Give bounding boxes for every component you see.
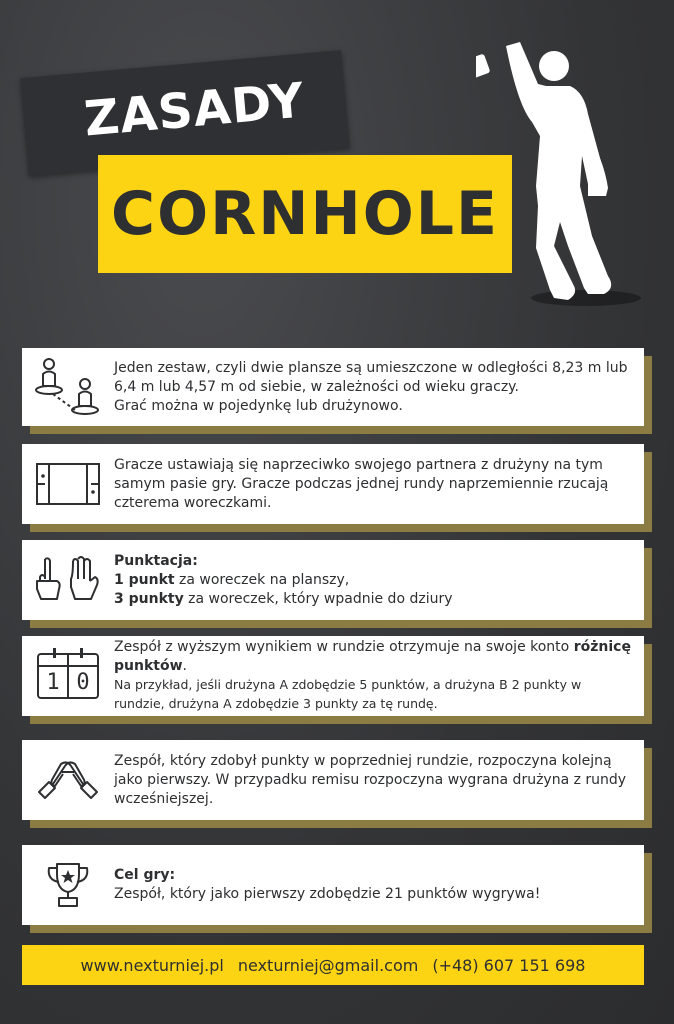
rule-5-text: Zespół, który zdobył punkty w poprzedniej rundzie, rozpoczyna kolejną jako pierwszy. W przypadku remisu rozpoczyna wygrana drużyna z rundy wcześniejszej.: [114, 752, 627, 807]
rule-card-score: [22, 636, 644, 716]
rule-3-point-1-value: 1 punkt: [114, 571, 175, 588]
rule-3-heading: Punktacja:: [114, 552, 198, 569]
rule-1-line-1: Jeden zestaw, czyli dwie plansze są umieszczone w odległości 8,23 m lub 6,4 m lub 4,57 m od siebie, w zależności od wieku graczy.: [114, 359, 628, 395]
rule-card-distance: [22, 348, 644, 426]
website-link[interactable]: www.nexturniej.pl: [80, 955, 224, 975]
title-top: ZASADY: [81, 72, 307, 148]
score-left: 1: [39, 655, 69, 697]
trophy-icon: [22, 860, 114, 910]
contact-footer: [22, 945, 644, 985]
scoreboard-icon: [22, 653, 114, 699]
title-main: CORNHOLE: [111, 179, 499, 249]
players-distance-icon: [22, 354, 114, 420]
rule-4-text-bold: różnicę punktów: [114, 639, 631, 674]
rule-4-text-post: .: [182, 658, 187, 674]
rule-4-text-pre: Zespół z wyższym wynikiem w rundzie otrzymuje na swoje konto: [114, 639, 574, 655]
rule-4-example: Na przykład, jeśli drużyna A zdobędzie 5 punktów, a drużyna B 2 punkty w rundzie, drużyna A zdobędzie 3 punkty za tę rundę.: [114, 677, 582, 711]
rule-2-text: Gracze ustawiają się naprzeciwko swojego partnera z drużyny na tym samym pasie gry. Gracze podczas jednej rundy naprzemiennie rzucają czterema woreczkami.: [114, 456, 609, 511]
hand-fingers-icon: [22, 555, 114, 605]
rule-card-points: [22, 540, 644, 620]
player-silhouette-icon: [476, 36, 646, 316]
rule-1-line-2: Grać można w pojedynkę lub drużynowo.: [114, 397, 403, 414]
court-board-icon: [22, 462, 114, 506]
rule-6-heading: Cel gry:: [114, 867, 176, 883]
phone-link[interactable]: (+48) 607 151 698: [432, 955, 586, 975]
rule-card-goal: [22, 845, 644, 925]
handshake-icon: [22, 754, 114, 806]
rule-3-point-3-value: 3 punkty: [114, 590, 184, 607]
score-right: 0: [76, 670, 90, 695]
rule-3-point-3-text: za woreczek, który wpadnie do dziury: [183, 590, 453, 607]
email-link[interactable]: nexturniej@gmail.com: [237, 955, 419, 975]
rule-6-text: Zespół, który jako pierwszy zdobędzie 21 punktów wygrywa!: [114, 886, 541, 902]
rule-card-start: [22, 740, 644, 820]
rule-card-court: [22, 444, 644, 524]
rule-3-point-1-text: za woreczek na planszy,: [174, 571, 350, 588]
